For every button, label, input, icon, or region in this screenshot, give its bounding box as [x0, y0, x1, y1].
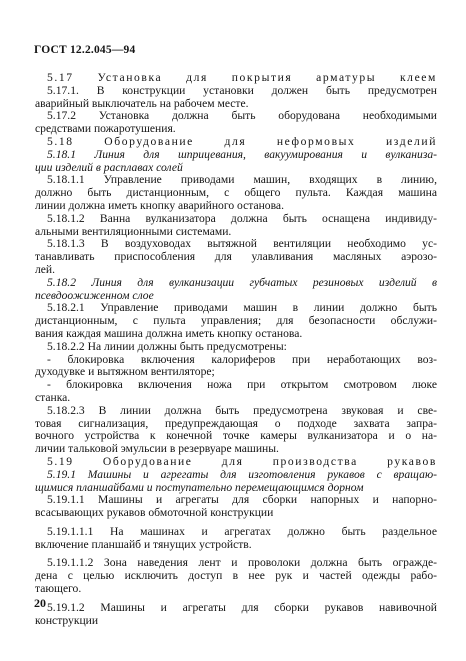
paragraph-line: 5.18.1.2 Ванна вулканизатора должна быть оснащена индивиду-	[47, 211, 437, 225]
paragraph-line: альными вентиляционными системами.	[35, 224, 232, 238]
paragraph-line: танавливать приспособления для улавливания масляных аэрозо-	[35, 250, 437, 264]
paragraph-line: тающего.	[35, 582, 82, 596]
list-item-line: - блокировка включения калориферов при неработающих воз-	[47, 352, 437, 366]
list-item-line: духодувке и вытяжном вентиляторе;	[35, 365, 215, 379]
paragraph-line: аварийный выключатель на рабочем месте.	[35, 96, 249, 110]
document-code: ГОСТ 12.2.045—94	[34, 44, 136, 56]
document-body	[35, 72, 437, 627]
paragraph-line: 5.18.2.3 В линии должна быть предусмотрена звуковая и све-	[47, 403, 437, 417]
section-heading-5-17: 5.17 Установка для покрытия арматуры клеем	[47, 71, 437, 84]
subsection-heading: щимися планшайбами и поступательно перемещающимся дорном	[35, 480, 364, 494]
paragraph-line: всасывающих рукавов обмоточной конструкции	[35, 506, 274, 520]
list-item-line: станка.	[35, 390, 71, 404]
paragraph-line: товая сигнализация, предупреждающая о подходе захвата запра-	[35, 416, 437, 430]
paragraph-line: дистанционным, с пульта управления; для безопасности обслужи-	[35, 314, 437, 328]
paragraph-line: 5.18.1.1 Управление приводами машин, входящих в линию,	[47, 173, 437, 187]
subsection-heading: 5.18.1 Линия для шприцевания, вакуумирования и вулканиза-	[47, 147, 437, 161]
paragraph-line: личии тальковой эмульсии в резервуаре машины.	[35, 442, 279, 456]
section-heading-5-18: 5.18 Оборудование для неформовых изделий	[47, 134, 437, 148]
paragraph-line: 5.18.2.2 На линии должны быть предусмотрены:	[47, 339, 287, 353]
subsection-heading: ции изделий в расплавах солей	[35, 160, 183, 174]
paragraph-line: 5.17.1. В конструкции установки должен быть предусмотрен	[47, 83, 437, 97]
paragraph-line: вочного устройства к конечной точке камеры вулканизатора и о на-	[35, 429, 437, 443]
subsection-heading: 5.18.2 Линия для вулканизации губчатых резиновых изделий в	[47, 275, 437, 289]
paragraph-line: 5.19.1.2 Машины и агрегаты для сборки рукавов навивочной	[47, 600, 437, 614]
paragraph-line: вания каждая машина должна иметь кнопку останова.	[35, 326, 303, 340]
paragraph-line: 5.18.1.3 В воздуховодах вытяжной вентиляции необходимо ус-	[47, 237, 437, 251]
section-heading-5-19: 5.19 Оборудование для производства рукавов	[47, 454, 437, 468]
paragraph-line: 5.19.1.1 Машины и агрегаты для сборки напорных и напорно-	[47, 493, 437, 507]
paragraph-line: дена с целью исключить доступ в нее рук и частей одежды рабо-	[35, 569, 437, 583]
subsection-heading: 5.19.1 Машины и агрегаты для изготовления рукавов с вращаю-	[47, 467, 437, 481]
list-item-line: - блокировка включения ножа при открытом смотровом люке	[47, 378, 437, 392]
paragraph-line: 5.19.1.1.2 Зона наведения лент и проволоки должна быть огражде-	[47, 556, 437, 570]
paragraph-line: средствами пожаротушения.	[35, 122, 176, 136]
subsection-heading: псевдоожиженном слое	[35, 288, 154, 302]
paragraph-line: лей.	[35, 262, 56, 276]
paragraph-line: 5.18.2.1 Управление приводами машин в линии должно быть	[47, 301, 437, 315]
paragraph-line: 5.17.2 Установка должна быть оборудована необходимыми	[47, 109, 437, 123]
page-number: 20	[34, 596, 46, 610]
paragraph-line: линии должна иметь кнопку аварийного останова.	[35, 198, 284, 212]
paragraph-line: должно быть дистанционным, с общего пульта. Каждая машина	[35, 186, 437, 200]
paragraph-line: включение планшайб и тянущих устройств.	[35, 537, 252, 551]
paragraph-line: 5.19.1.1.1 На машинах и агрегатах должно быть раздельное	[47, 524, 437, 538]
paragraph-line: конструкции	[35, 613, 99, 627]
